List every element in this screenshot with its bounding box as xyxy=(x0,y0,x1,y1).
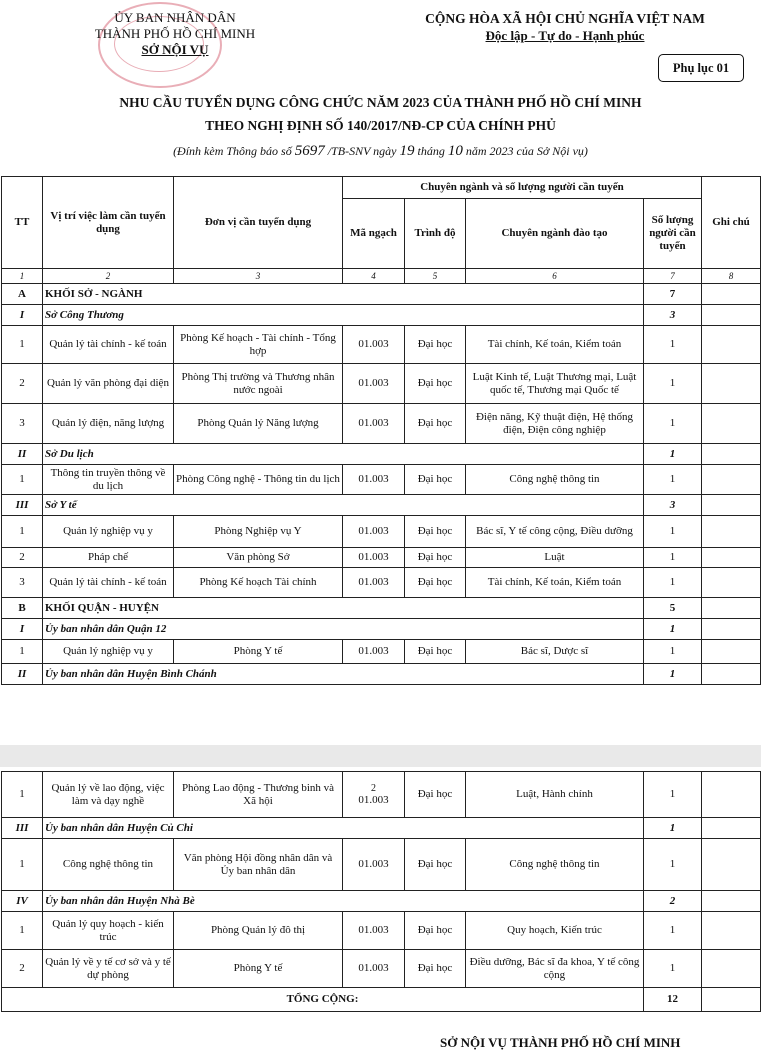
unit-cell: Phòng Quản lý đô thị xyxy=(174,912,343,950)
code-value: 01.003 xyxy=(358,473,389,485)
level-cell: Đại học xyxy=(405,465,466,495)
subtitle-suffix: năm 2023 của Sở Nội vụ) xyxy=(462,144,588,158)
notice-number: 5697 xyxy=(294,143,325,159)
header-position: Vị trí việc làm cần tuyển dụng xyxy=(43,177,174,269)
department-row xyxy=(2,818,761,839)
header-major: Chuyên ngành đào tạo xyxy=(466,199,644,269)
major-cell: Công nghệ thông tin xyxy=(466,839,644,891)
column-index: 5 xyxy=(405,269,466,284)
code-cell xyxy=(343,364,405,404)
table-row xyxy=(2,568,761,598)
table-row xyxy=(2,516,761,548)
position-cell: Công nghệ thông tin xyxy=(43,839,174,891)
level-cell: Đại học xyxy=(405,950,466,988)
section-count: 1 xyxy=(644,664,702,685)
row-index: 1 xyxy=(2,640,43,664)
section-index: II xyxy=(2,664,43,685)
header-level: Trình độ xyxy=(405,199,466,269)
section-note xyxy=(702,598,761,619)
count-cell: 1 xyxy=(644,516,702,548)
document-title-line-2: THEO NGHỊ ĐỊNH SỐ 140/2017/NĐ-CP CỦA CHÍNH PHỦ xyxy=(205,118,556,133)
code-value: 01.003 xyxy=(358,551,389,563)
code-value: 01.003 xyxy=(358,417,389,429)
row-index: 2 xyxy=(2,364,43,404)
unit-cell: Phòng Kế hoạch Tài chính xyxy=(174,568,343,598)
header-group: Chuyên ngành và số lượng người cần tuyển xyxy=(343,177,702,199)
table-row xyxy=(2,404,761,444)
org-line-1: ỦY BAN NHÂN DÂN xyxy=(114,10,236,25)
department-row xyxy=(2,619,761,640)
column-index: 3 xyxy=(174,269,343,284)
section-index: B xyxy=(2,598,43,619)
section-count: 7 xyxy=(644,284,702,305)
note-cell xyxy=(702,839,761,891)
level-cell: Đại học xyxy=(405,326,466,364)
department-row xyxy=(2,305,761,326)
section-name: Ủy ban nhân dân Huyện Bình Chánh xyxy=(43,664,644,685)
code-cell xyxy=(343,404,405,444)
count-cell: 1 xyxy=(644,839,702,891)
row-index: 3 xyxy=(2,568,43,598)
position-cell: Quản lý quy hoạch - kiến trúc xyxy=(43,912,174,950)
major-cell: Bác sĩ, Y tế công cộng, Điều dưỡng xyxy=(466,516,644,548)
level-cell: Đại học xyxy=(405,640,466,664)
level-cell: Đại học xyxy=(405,568,466,598)
major-cell: Tài chính, Kế toán, Kiểm toán xyxy=(466,326,644,364)
row-index: 1 xyxy=(2,465,43,495)
table-row xyxy=(2,364,761,404)
section-index: I xyxy=(2,305,43,326)
note-cell xyxy=(702,465,761,495)
note-cell xyxy=(702,950,761,988)
major-cell: Công nghệ thông tin xyxy=(466,465,644,495)
table-row xyxy=(2,465,761,495)
total-label: TỔNG CỘNG: xyxy=(2,988,644,1012)
row-index: 1 xyxy=(2,772,43,818)
major-cell: Bác sĩ, Dược sĩ xyxy=(466,640,644,664)
signing-authority: SỞ NỘI VỤ THÀNH PHỐ HỒ CHÍ MINH xyxy=(440,1035,681,1050)
appendix-label: Phụ lục 01 xyxy=(658,54,744,82)
unit-cell: Phòng Quản lý Năng lượng xyxy=(174,404,343,444)
unit-cell: Phòng Kế hoạch - Tài chính - Tổng hợp xyxy=(174,326,343,364)
column-index: 7 xyxy=(644,269,702,284)
department-row xyxy=(2,664,761,685)
section-name: Sở Công Thương xyxy=(43,305,644,326)
subtitle-month-text: tháng xyxy=(414,144,448,158)
header-count: Số lượng người cần tuyển xyxy=(644,199,702,269)
unit-cell: Phòng Lao động - Thương binh và Xã hội xyxy=(174,772,343,818)
table-row xyxy=(2,912,761,950)
department-row xyxy=(2,495,761,516)
section-index: A xyxy=(2,284,43,305)
section-index: III xyxy=(2,818,43,839)
position-cell: Quản lý tài chính - kế toán xyxy=(43,568,174,598)
code-cell xyxy=(343,640,405,664)
level-cell: Đại học xyxy=(405,364,466,404)
code-value: 01.003 xyxy=(358,858,389,870)
row-index: 1 xyxy=(2,912,43,950)
position-cell: Quản lý về y tế cơ sở và y tế dự phòng xyxy=(43,950,174,988)
section-name: Ủy ban nhân dân Huyện Nhà Bè xyxy=(43,891,644,912)
count-cell: 1 xyxy=(644,568,702,598)
section-row xyxy=(2,284,761,305)
table-row xyxy=(2,548,761,568)
unit-cell: Phòng Y tế xyxy=(174,640,343,664)
section-count: 1 xyxy=(644,444,702,465)
national-heading xyxy=(370,10,760,44)
section-note xyxy=(702,305,761,326)
level-cell: Đại học xyxy=(405,516,466,548)
count-cell: 1 xyxy=(644,772,702,818)
section-index: II xyxy=(2,444,43,465)
document-subtitle xyxy=(0,143,761,160)
note-cell xyxy=(702,516,761,548)
column-index: 1 xyxy=(2,269,43,284)
major-cell: Luật Kinh tế, Luật Thương mại, Luật quốc tế, Thương mại Quốc tế xyxy=(466,364,644,404)
section-index: I xyxy=(2,619,43,640)
note-cell xyxy=(702,912,761,950)
code-value: 01.003 xyxy=(358,645,389,657)
code-cell xyxy=(343,912,405,950)
table-row xyxy=(2,640,761,664)
section-count: 2 xyxy=(644,891,702,912)
count-cell: 1 xyxy=(644,548,702,568)
count-cell: 1 xyxy=(644,950,702,988)
page-break xyxy=(0,745,761,767)
code-cell xyxy=(343,326,405,364)
count-cell: 1 xyxy=(644,465,702,495)
code-value: 01.003 xyxy=(358,338,389,350)
header-code: Mã ngạch xyxy=(343,199,405,269)
unit-cell: Văn phòng Hội đồng nhân dân và Ủy ban nhân dân xyxy=(174,839,343,891)
position-cell: Thông tin truyền thông về du lịch xyxy=(43,465,174,495)
table-row xyxy=(2,950,761,988)
header-unit: Đơn vị cần tuyển dụng xyxy=(174,177,343,269)
section-note xyxy=(702,284,761,305)
level-cell: Đại học xyxy=(405,839,466,891)
count-cell: 1 xyxy=(644,640,702,664)
count-cell: 1 xyxy=(644,364,702,404)
section-name: Ủy ban nhân dân Huyện Củ Chi xyxy=(43,818,644,839)
unit-cell: Phòng Thị trường và Thương nhân nước ngoài xyxy=(174,364,343,404)
section-count: 1 xyxy=(644,619,702,640)
level-cell: Đại học xyxy=(405,772,466,818)
code-value: 01.003 xyxy=(358,924,389,936)
major-cell: Tài chính, Kế toán, Kiểm toán xyxy=(466,568,644,598)
position-cell: Quản lý nghiệp vụ y xyxy=(43,640,174,664)
section-note xyxy=(702,444,761,465)
section-index: IV xyxy=(2,891,43,912)
total-note xyxy=(702,988,761,1012)
total-row xyxy=(2,988,761,1012)
header-tt: TT xyxy=(2,177,43,269)
code-cell xyxy=(343,568,405,598)
major-cell: Quy hoạch, Kiến trúc xyxy=(466,912,644,950)
count-cell: 1 xyxy=(644,326,702,364)
code-cell xyxy=(343,516,405,548)
position-cell: Quản lý điện, năng lượng xyxy=(43,404,174,444)
org-line-3: SỞ NỘI VỤ xyxy=(141,42,209,57)
unit-cell: Phòng Y tế xyxy=(174,950,343,988)
row-index: 3 xyxy=(2,404,43,444)
note-cell xyxy=(702,548,761,568)
code-cell xyxy=(343,772,405,818)
row-index: 2 xyxy=(2,950,43,988)
position-cell: Quản lý nghiệp vụ y xyxy=(43,516,174,548)
code-cell xyxy=(343,839,405,891)
code-value: 01.003 xyxy=(358,525,389,537)
department-row xyxy=(2,891,761,912)
section-count: 5 xyxy=(644,598,702,619)
level-cell: Đại học xyxy=(405,548,466,568)
code-cell xyxy=(343,950,405,988)
code-value: 01.003 xyxy=(358,377,389,389)
subtitle-prefix: (Đính kèm Thông báo số xyxy=(173,144,295,158)
section-note xyxy=(702,818,761,839)
notice-day: 19 xyxy=(399,143,415,159)
section-name: Sở Du lịch xyxy=(43,444,644,465)
page-number: 2 xyxy=(371,782,376,794)
section-count: 1 xyxy=(644,818,702,839)
position-cell: Quản lý tài chính - kế toán xyxy=(43,326,174,364)
issuing-organization xyxy=(60,10,290,58)
nation-name: CỘNG HÒA XÃ HỘI CHỦ NGHĨA VIỆT NAM xyxy=(425,11,705,26)
note-cell xyxy=(702,640,761,664)
section-row xyxy=(2,598,761,619)
table-row xyxy=(2,839,761,891)
section-count: 3 xyxy=(644,495,702,516)
position-cell: Pháp chế xyxy=(43,548,174,568)
document-title-line-1: NHU CẦU TUYỂN DỤNG CÔNG CHỨC NĂM 2023 CỦA THÀNH PHỐ HỒ CHÍ MINH xyxy=(119,95,642,110)
row-index: 1 xyxy=(2,839,43,891)
recruitment-table-page-2 xyxy=(1,771,761,1012)
recruitment-table-page-1 xyxy=(1,176,761,685)
section-count: 3 xyxy=(644,305,702,326)
major-cell: Luật xyxy=(466,548,644,568)
count-cell: 1 xyxy=(644,404,702,444)
table-row xyxy=(2,772,761,818)
code-cell xyxy=(343,548,405,568)
note-cell xyxy=(702,568,761,598)
row-index: 1 xyxy=(2,326,43,364)
total-count: 12 xyxy=(644,988,702,1012)
note-cell xyxy=(702,772,761,818)
column-index: 6 xyxy=(466,269,644,284)
section-note xyxy=(702,619,761,640)
count-cell: 1 xyxy=(644,912,702,950)
level-cell: Đại học xyxy=(405,912,466,950)
section-note xyxy=(702,495,761,516)
notice-month: 10 xyxy=(447,143,463,159)
row-index: 2 xyxy=(2,548,43,568)
major-cell: Điều dưỡng, Bác sĩ đa khoa, Y tế công cộng xyxy=(466,950,644,988)
header-note: Ghi chú xyxy=(702,177,761,269)
position-cell: Quản lý văn phòng đại diện xyxy=(43,364,174,404)
code-cell xyxy=(343,465,405,495)
department-row xyxy=(2,444,761,465)
section-note xyxy=(702,664,761,685)
code-value: 01.003 xyxy=(358,793,389,806)
section-name: KHỐI SỞ - NGÀNH xyxy=(43,284,644,305)
major-cell: Luật, Hành chính xyxy=(466,772,644,818)
position-cell: Quản lý về lao động, việc làm và dạy nghề xyxy=(43,772,174,818)
code-value: 01.003 xyxy=(358,962,389,974)
unit-cell: Phòng Nghiệp vụ Y xyxy=(174,516,343,548)
unit-cell: Phòng Công nghệ - Thông tin du lịch xyxy=(174,465,343,495)
row-index: 1 xyxy=(2,516,43,548)
org-line-2: THÀNH PHỐ HỒ CHÍ MINH xyxy=(94,26,256,41)
section-note xyxy=(702,891,761,912)
column-index: 8 xyxy=(702,269,761,284)
note-cell xyxy=(702,326,761,364)
national-motto: Độc lập - Tự do - Hạnh phúc xyxy=(485,28,645,43)
unit-cell: Văn phòng Sở xyxy=(174,548,343,568)
column-index: 4 xyxy=(343,269,405,284)
note-cell xyxy=(702,404,761,444)
note-cell xyxy=(702,364,761,404)
major-cell: Điện năng, Kỹ thuật điện, Hệ thống điện, Điện công nghiệp xyxy=(466,404,644,444)
section-name: Sở Y tế xyxy=(43,495,644,516)
section-name: KHỐI QUẬN - HUYỆN xyxy=(43,598,644,619)
subtitle-mid: /TB-SNV ngày xyxy=(324,144,400,158)
column-index: 2 xyxy=(43,269,174,284)
section-index: III xyxy=(2,495,43,516)
level-cell: Đại học xyxy=(405,404,466,444)
code-value: 01.003 xyxy=(358,576,389,588)
table-row xyxy=(2,326,761,364)
section-name: Ủy ban nhân dân Quận 12 xyxy=(43,619,644,640)
